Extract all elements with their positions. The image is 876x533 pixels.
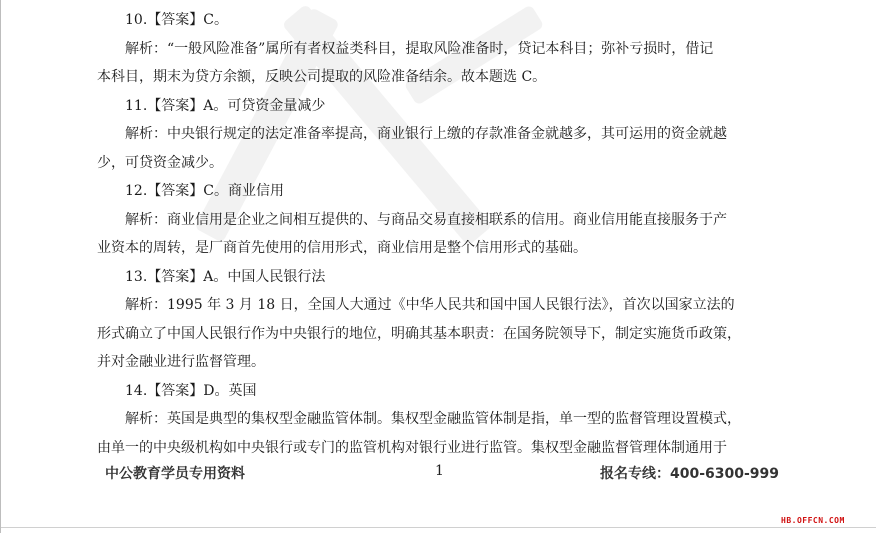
q11-explanation-line2: 少，可贷资金减少。: [97, 154, 223, 171]
q14-answer: 14.【答案】D。英国: [125, 382, 257, 399]
q12-explanation-line1: 解析：商业信用是企业之间相互提供的、与商品交易直接相联系的信用。商业信用能直接服务于产: [125, 211, 727, 228]
q13-explanation-line3: 并对金融业进行监督管理。: [97, 354, 265, 370]
bottom-divider: [1, 527, 876, 528]
answer-content: [97, 6, 787, 462]
q12-explanation-line2: 业资本的周转，是厂商首先使用的信用形式，商业信用是整个信用形式的基础。: [97, 240, 587, 256]
site-watermark: HB.OFFCN.COM: [781, 516, 845, 525]
q14-explanation-line2: 由单一的中央级机构如中央银行或专门的监管机构对银行业进行监管。集权型金融监督管理体制通用于: [97, 439, 727, 456]
q13-answer: 13.【答案】A。中国人民银行法: [125, 268, 326, 285]
page-footer: [1, 463, 876, 489]
q11-answer: 11.【答案】A。可贷资金量减少: [125, 97, 326, 114]
q14-explanation-line1: 解析：英国是典型的集权型金融监管体制。集权型金融监管体制是指，单一型的监督管理设置模式，: [125, 411, 741, 427]
page-number: 1: [435, 463, 444, 479]
q10-answer: 10.【答案】C。: [125, 12, 228, 28]
q13-explanation-line1: 解析：1995 年 3 月 18 日，全国人大通过《中华人民共和国中国人民银行法》，首次以国家立法的: [125, 297, 735, 313]
q12-answer: 12.【答案】C。商业信用: [125, 183, 284, 199]
q10-explanation-line2: 本科目，期末为贷方余额，反映公司提取的风险准备结余。故本题选 C。: [97, 69, 547, 85]
q11-explanation-line1: 解析：中央银行规定的法定准备率提高，商业银行上缴的存款准备金就越多，其可运用的资金就越: [125, 126, 727, 142]
footer-hotline: 报名专线：400-6300-999: [600, 466, 780, 482]
footer-brand-text: 中公教育学员专用资料: [105, 466, 245, 482]
q10-explanation-line1: 解析：“一般风险准备”属所有者权益类科目，提取风险准备时，贷记本科目；弥补亏损时，借记: [125, 40, 714, 57]
q13-explanation-line2: 形式确立了中国人民银行作为中央银行的地位，明确其基本职责：在国务院领导下，制定实施货币政策，: [97, 325, 741, 342]
